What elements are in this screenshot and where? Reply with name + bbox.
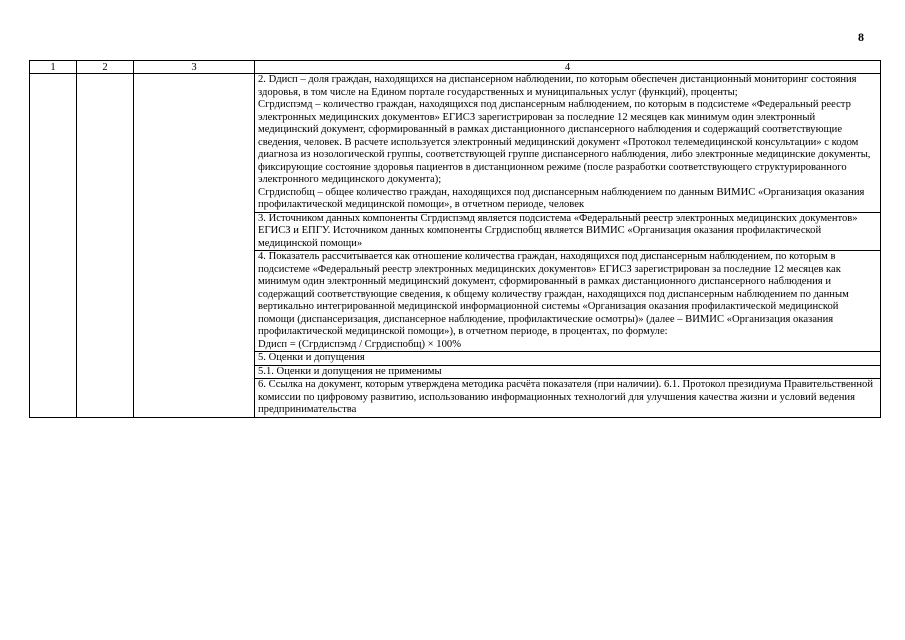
section-2-cell (255, 74, 881, 213)
section-5-1-cell (255, 365, 881, 379)
column-header-2: 2 (77, 61, 134, 74)
section-3-cell (255, 212, 881, 251)
section-2-definition-sgrdispobsh: Сгрдиспобщ – общее количество граждан, находящихся под диспансерным наблюдением по данным ВИМИС «Организация оказания профилактической медицинской помощи», в отчетном периоде, человек (258, 186, 865, 210)
section-3-data-sources: 3. Источником данных компоненты Сгрдиспэмд является подсистема «Федеральный реестр электронных медицинских документов» ЕГИСЗ и ЕПГУ. Источником данных компоненты Сгрдиспобщ является ВИМИС «Организация оказания профилактической медицинской помощи» (258, 212, 858, 249)
table-row (30, 74, 881, 213)
section-5-heading: 5. Оценки и допущения (258, 352, 365, 363)
document-table (29, 60, 881, 418)
column-3-cell (134, 74, 255, 418)
section-6-reference: 6. Ссылка на документ, которым утверждена методика расчёта показателя (при наличии). 6.1. Протокол президиума Правительственной комиссии по цифровому развитию, использованию информационных технологий для улучшения качества жизни и условий ведения предпринимательства (258, 379, 873, 415)
section-4-formula: Dдисп = (Сгрдиспэмд / Сгрдиспобщ) × 100% (258, 338, 462, 350)
section-5-cell (255, 352, 881, 366)
page-number: 8 (858, 30, 864, 44)
section-4-cell (255, 251, 881, 352)
section-6-cell (255, 379, 881, 418)
column-header-3: 3 (134, 61, 255, 74)
column-header-4: 4 (255, 61, 881, 74)
table-header-row (30, 61, 881, 74)
column-2-cell (77, 74, 134, 418)
section-2-definition-sgrdispemd: Сгрдиспэмд – количество граждан, находящихся под диспансерным наблюдением, по которым в подсистеме «Федеральный реестр электронных медицинских документов» ЕГИСЗ зарегистрирован за последние 12 месяцев как минимум один электронный медицинский документ, сформированный в рамках дистанционного диспансерного наблюдения и содержащий соответствующие сведения, человек. В расчете используется электронный медицинский документ «Протокол телемедицинской консультации» с кодом диагноза из нозологической группы, соответствующей группе диспансерного наблюдения, либо электронные медицинские документы, фиксирующие состояние здоровья пациентов в дистанционном режиме (после разработки соответствующего структурированного электронного медицинского документа); (258, 99, 871, 185)
column-1-cell (30, 74, 77, 418)
section-5-1-text: 5.1. Оценки и допущения не применимы (258, 365, 442, 377)
section-2-definition-ddisp: 2. Dдисп – доля граждан, находящихся на диспансерном наблюдении, по которым обеспечен дистанционный мониторинг состояния здоровья, в том числе на Едином портале государственных и муниципальных услуг (функций), проценты; (258, 74, 857, 98)
section-4-calculation-method: 4. Показатель рассчитывается как отношение количества граждан, находящихся под диспансерным наблюдением, по которым в подсистеме «Федеральный реестр электронных медицинских документов» ЕГИСЗ зарегистрирован за последние 12 месяцев как минимум один электронный медицинский документ, сформированный в рамках дистанционного диспансерного наблюдения и содержащий соответствующие сведения, к общему количеству граждан, находящихся под диспансерным наблюдением по данным вертикально интегрированной медицинской информационной системы «Организация оказания профилактической медицинской помощи (диспансеризация, диспансерное наблюдение, профилактические осмотры)» (далее – ВИМИС «Организация оказания профилактической медицинской помощи»), в отчетном периоде, в процентах, по формуле: (258, 251, 849, 337)
column-header-1: 1 (30, 61, 77, 74)
